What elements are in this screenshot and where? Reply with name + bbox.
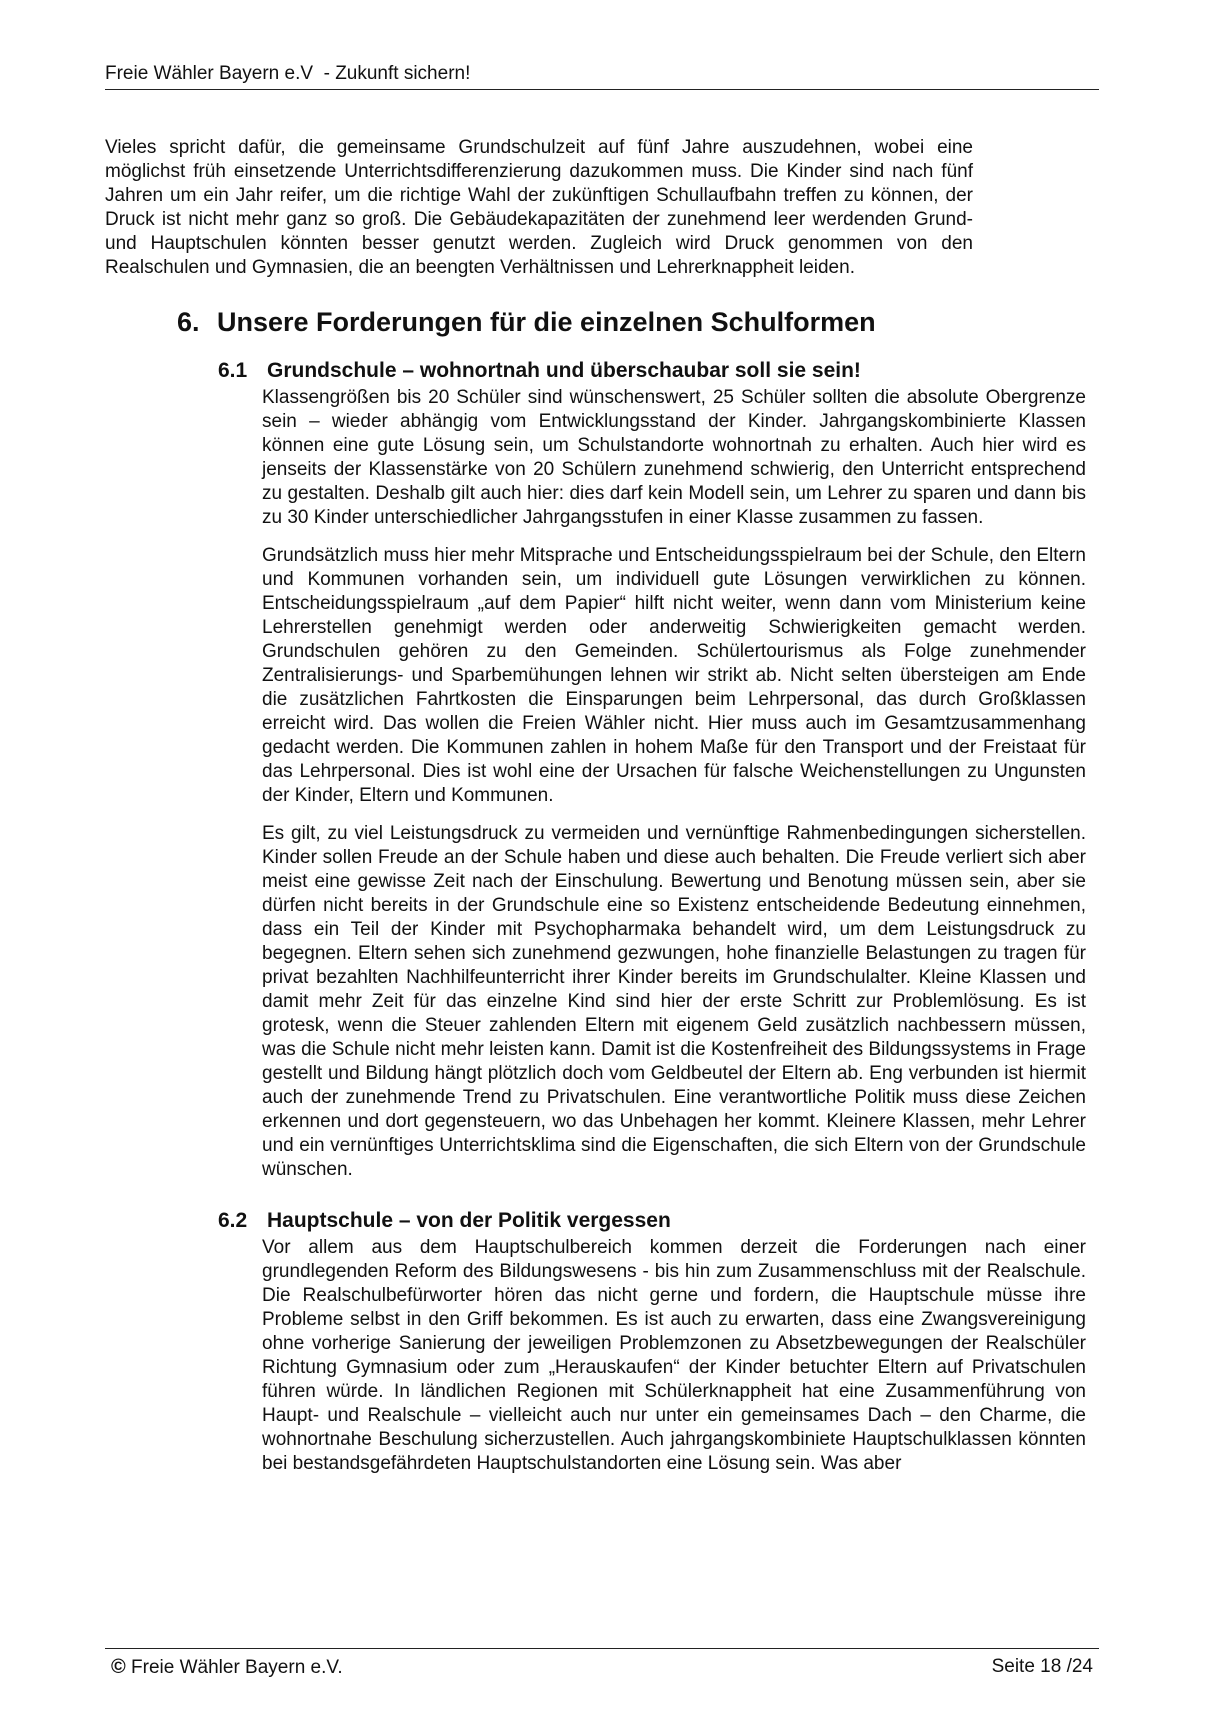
intro-paragraph: Vieles spricht dafür, die gemeinsame Grundschulzeit auf fünf Jahre auszudehnen, wobei eine möglichst früh einsetzende Unterrichtsdifferenzierung dazukommen muss. Die Kinder sind nach fünf Jahren um ein Jahr reifer, um die richtige Wahl der zukünftigen Schullaufbahn treffen zu können, der Druck ist nicht mehr ganz so groß. Die Gebäudekapazitäten der zunehmend leer werdenden Grund- und Hauptschulen könnten besser genutzt werden. Zugleich wird Druck genommen von den Realschulen und Gymnasien, die an beengten Verhältnissen und Lehrerknappheit leiden.: [105, 137, 973, 278]
subsection-number: 6.2: [218, 1209, 248, 1232]
footer-organization: Freie Wähler Bayern e.V.: [131, 1657, 343, 1678]
paragraph: Es gilt, zu viel Leistungsdruck zu vermeiden und vernünftige Rahmenbedingungen sicherstellen. Kinder sollen Freude an der Schule haben und diese auch behalten. Die Freude verliert sich aber meist eine gewisse Zeit nach der Einschulung. Bewertung und Benotung müssen sein, aber sie dürfen nicht bereits in der Grundschule eine so Existenz entscheidende Bedeutung einnehmen, dass ein Teil der Kinder mit Psychopharmaka behandelt wird, um dem Leistungsdruck zu begegnen. Eltern sehen sich zunehmend gezwungen, hohe finanzielle Belastungen zu tragen für privat bezahlten Nachhilfeunterricht ihrer Kinder bereits im Grundschulalter. Kleine Klassen und damit mehr Zeit für das einzelne Kind sind hier der erste Schritt zur Problemlösung. Es ist grotesk, wenn die Steuer zahlenden Eltern mit eigenem Geld zusätzlich nachbessern müssen, was die Schule nicht mehr leisten kann. Damit ist die Kostenfreiheit des Bildungssystems in Frage gestellt und Bildung hängt plötzlich doch vom Geldbeutel der Eltern ab. Eng verbunden ist hiermit auch der zunehmende Trend zu Privatschulen. Eine verantwortliche Politik muss diese Zeichen erkennen und dort gegensteuern, wo das Unbehagen her kommt. Kleinere Klassen, mehr Lehrer und ein vernünftiges Unterrichtsklima sind die Eigenschaften, die sich Eltern von der Grundschule wünschen.: [262, 823, 1086, 1180]
paragraph: Vor allem aus dem Hauptschulbereich kommen derzeit die Forderungen nach einer grundlegenden Reform des Bildungswesens - bis hin zum Zusammenschluss mit der Realschule. Die Realschulbefürworter hören das nicht gerne und fordern, die Hauptschule müsse ihre Probleme selbst in den Griff bekommen. Es ist auch zu erwarten, dass eine Zwangsvereinigung ohne vorherige Sanierung der jeweiligen Problemzonen zu Absetzbewegungen der Realschüler Richtung Gymnasium oder zum „Herauskaufen“ der Kinder betuchter Eltern auf Privatschulen führen würde. In ländlichen Regionen mit Schülerknappheit hat eine Zusammenführung von Haupt- und Realschule – vielleicht auch nur unter ein gemeinsames Dach – den Charme, die wohnortnahe Beschulung sicherzustellen. Auch jahrgangskombiniete Hauptschulklassen könnten bei bestandsgefährdeten Hauptschulstandorten eine Lösung sein. Was aber: [262, 1237, 1086, 1474]
paragraph: Grundsätzlich muss hier mehr Mitsprache und Entscheidungsspielraum bei der Schule, den Eltern und Kommunen vorhanden sein, um individuell gute Lösungen verwirklichen zu können. Entscheidungsspielraum „auf dem Papier“ hilft nicht weiter, wenn dann vom Ministerium keine Lehrerstellen genehmigt werden oder anderweitig Schwierigkeiten gemacht werden. Grundschulen gehören zu den Gemeinden. Schülertourismus als Folge zunehmender Zentralisierungs- und Sparbemühungen lehnen wir strikt ab. Nicht selten übersteigen am Ende die zusätzlichen Fahrtkosten die Einsparungen beim Lehrpersonal, das durch Großklassen erreicht wird. Das wollen die Freien Wähler nicht. Hier muss auch im Gesamtzusammenhang gedacht werden. Die Kommunen zahlen in hohem Maße für den Transport und der Freistaat für das Lehrpersonal. Dies ist wohl eine der Ursachen für falsche Weichenstellungen zu Ungunsten der Kinder, Eltern und Kommunen.: [262, 545, 1086, 806]
page-content: [105, 136, 1099, 1476]
subsection-title: Hauptschule – von der Politik vergessen: [267, 1209, 671, 1232]
page-number: Seite 18 /24: [991, 1656, 1093, 1677]
subsection-number: 6.1: [218, 359, 248, 382]
copyright-icon: ©: [111, 1656, 126, 1678]
header-divider: [105, 89, 1099, 90]
subsection-title: Grundschule – wohnortnah und überschaubar soll sie sein!: [267, 359, 861, 382]
footer-copyright: [111, 1655, 343, 1680]
page-header: Freie Wähler Bayern e.V - Zukunft sichern!: [105, 63, 471, 84]
section-number: 6.: [177, 307, 200, 337]
subsection-heading: [218, 1208, 1099, 1234]
subsection-grundschule: [105, 358, 1099, 1182]
section-title: Unsere Forderungen für die einzelnen Schulformen: [217, 307, 876, 337]
subsection-hauptschule: [105, 1208, 1099, 1476]
subsection-heading: [218, 358, 1099, 384]
footer-divider: [105, 1648, 1099, 1649]
section-heading: [177, 306, 1099, 338]
paragraph: Klassengrößen bis 20 Schüler sind wünschenswert, 25 Schüler sollten die absolute Obergrenze sein – wieder abhängig vom Entwicklungsstand der Kinder. Jahrgangskombinierte Klassen können eine gute Lösung sein, um Schulstandorte wohnortnah zu erhalten. Auch hier wird es jenseits der Klassenstärke von 20 Schülern zunehmend schwierig, den Unterricht entsprechend zu gestalten. Deshalb gilt auch hier: dies darf kein Modell sein, um Lehrer zu sparen und dann bis zu 30 Kinder unterschiedlicher Jahrgangsstufen in einer Klasse zusammen zu fassen.: [262, 387, 1086, 528]
